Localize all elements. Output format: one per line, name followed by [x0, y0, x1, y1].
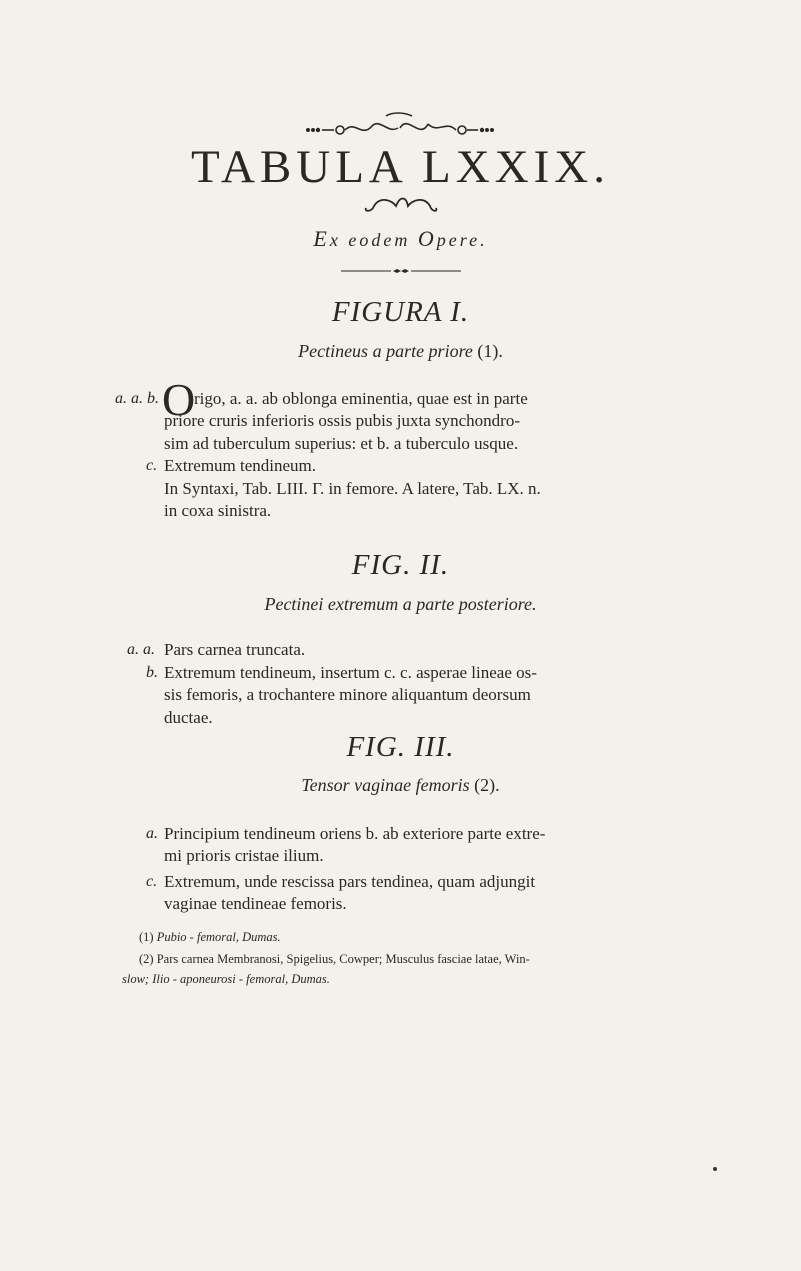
entry-line: sim ad tuberculum superius: et b. a tuberculo usque. [164, 434, 519, 453]
source-letter-e: E [313, 226, 330, 251]
source-word-eodem: eodem [348, 230, 411, 250]
entry-line: Extremum tendineum. [164, 456, 317, 475]
footnote-1-mark: (1) [139, 930, 154, 944]
footnote-2-continued [122, 970, 330, 989]
figure-2-title: FIG. II. [351, 549, 450, 581]
footnote-1 [139, 928, 281, 947]
section-rule [341, 268, 461, 274]
entry-label: a. a. [127, 641, 155, 658]
entry-line: priore cruris inferioris ossis pubis juxta synchondro- [164, 411, 520, 430]
entry-line: rigo, a. a. ab oblonga eminentia, quae est in parte [194, 389, 528, 408]
figure-3-subtitle [0, 775, 801, 796]
entry-line: Principium tendineum oriens b. ab exteriore parte extre- [164, 824, 546, 843]
entry-label: a. [146, 825, 158, 842]
entry-line: mi prioris cristae ilium. [164, 846, 324, 865]
figure-1-title: FIGURA I. [331, 296, 470, 328]
source-word-pere: pere. [436, 230, 488, 250]
top-ornament [300, 110, 500, 138]
figure-3-subtitle-text: Tensor vaginae femoris [301, 775, 470, 795]
entry-line: sis femoris, a trochantere minore aliquantum deorsum [164, 685, 531, 704]
entry-label: b. [146, 664, 158, 681]
entry-line: Pars carnea truncata. [164, 640, 306, 659]
footnote-2-mark: (2) [139, 952, 154, 966]
entry-label: c. [146, 873, 158, 890]
entry-label: a. a. b. [115, 390, 159, 407]
entry-line: Extremum tendineum, insertum c. c. asperae lineae os- [164, 663, 537, 682]
entry-line: ductae. [164, 708, 213, 727]
figure-2-subtitle: Pectinei extremum a parte posteriore. [264, 594, 537, 614]
drop-cap: O [162, 374, 196, 425]
entry-label: c. [146, 457, 158, 474]
entry-line: In Syntaxi, Tab. LIII. Γ. in femore. A latere, Tab. LX. n. [164, 479, 541, 498]
figure-3-title: FIG. III. [346, 731, 455, 763]
figure-3-note-ref: (2). [474, 775, 500, 795]
entry-line: Extremum, unde rescissa pars tendinea, quam adjungit [164, 872, 536, 891]
entry-line: vaginae tendineae femoris. [164, 894, 347, 913]
footnote-2 [139, 950, 530, 969]
footnote-1-text: Pubio - femoral, Dumas. [156, 930, 281, 944]
figure-1-subtitle-text: Pectineus a parte priore [298, 341, 473, 361]
ink-speck [713, 1167, 717, 1171]
title-flourish [362, 192, 440, 214]
figure-1-subtitle [0, 341, 801, 362]
plate-title: TABULA LXXIX. [191, 141, 610, 193]
footnote-2-line-2: slow; Ilio - aponeurosi - femoral, Dumas. [122, 972, 330, 986]
footnote-2-line-1: Pars carnea Membranosi, Spigelius, Cowper; Musculus fasciae latae, Win- [156, 952, 530, 966]
source-letter-o: O [417, 226, 437, 251]
source-line [0, 226, 801, 252]
figure-1-note-ref: (1). [477, 341, 503, 361]
entry-line: in coxa sinistra. [164, 501, 272, 520]
source-word-x: x [329, 230, 341, 250]
